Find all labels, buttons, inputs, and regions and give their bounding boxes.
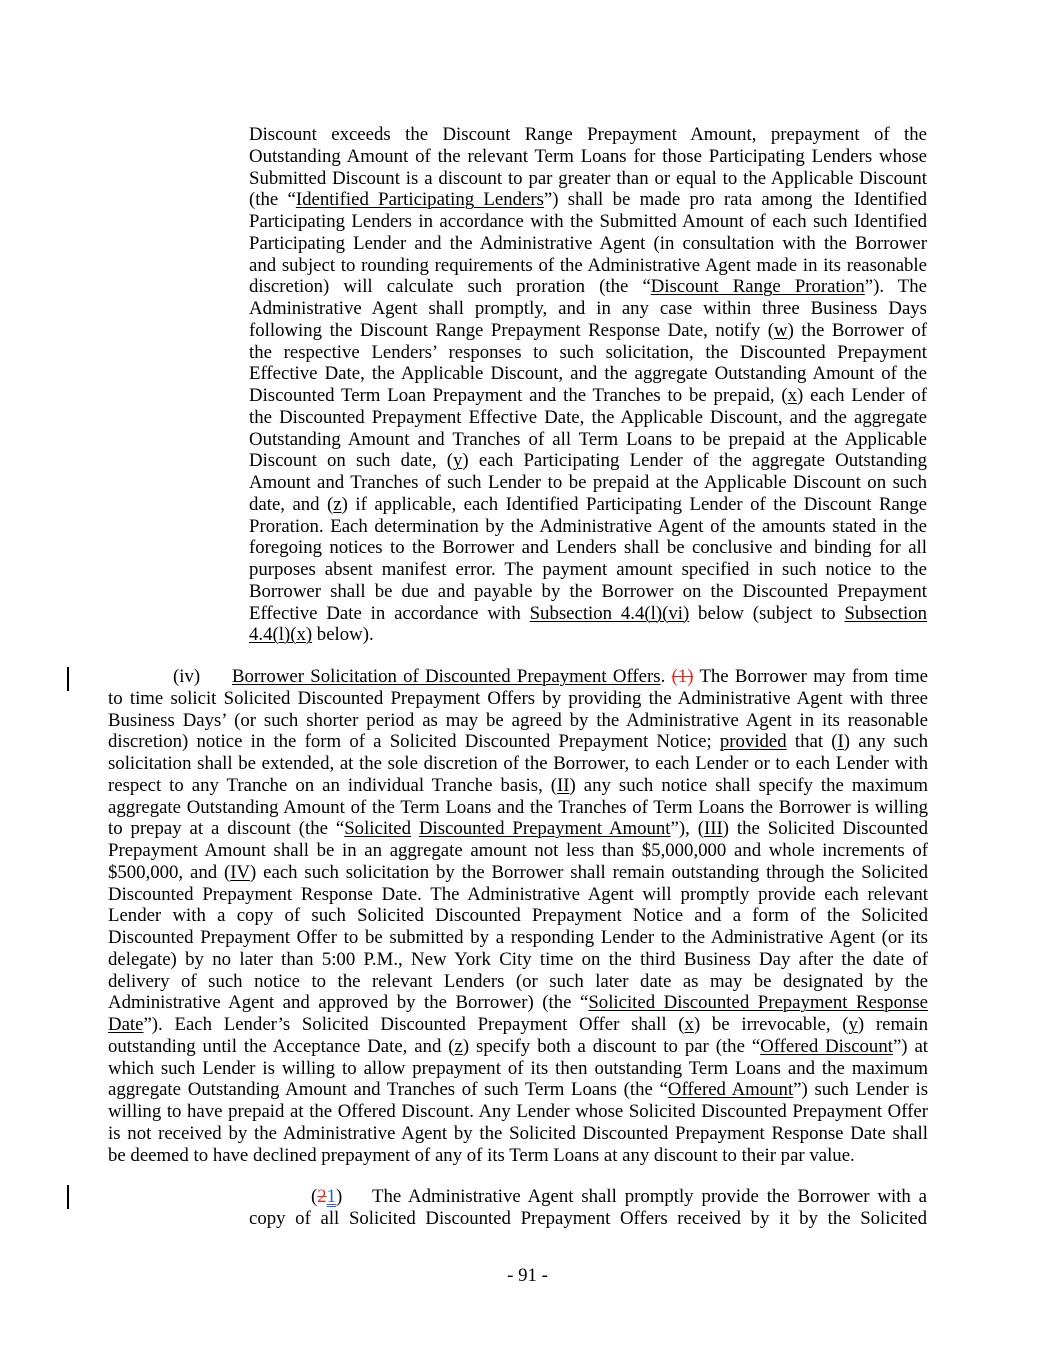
text-run: ) remain — [857, 1014, 929, 1035]
text-line — [249, 624, 927, 646]
text-run: date, and ( — [249, 493, 334, 515]
text-run: Discounted Prepayment Response Date. The Administrative Agent will promptly provide each relevant — [108, 883, 928, 905]
text-line — [249, 342, 927, 364]
deleted-text: (1) — [671, 666, 694, 687]
text-run: solicitation shall be extended, at the sole discretion of the Borrower, to each Lender or to each Lender with — [108, 753, 928, 774]
text-line — [108, 1123, 928, 1145]
text-run: which such Lender is willing to allow prepayment of its then outstanding Term Loans and the maximum — [108, 1057, 928, 1079]
clause-number — [311, 1186, 342, 1208]
text-line — [249, 494, 927, 516]
clause-number: (iv) — [173, 666, 201, 687]
text-line — [249, 363, 927, 385]
underlined-term: I — [837, 731, 844, 753]
text-run: ) any such — [843, 731, 928, 753]
text-line — [249, 450, 927, 472]
change-bar — [67, 1185, 69, 1209]
text-run: The Administrative Agent shall promptly provide the Borrower with a — [372, 1186, 927, 1207]
text-run: ”) shall be made pro rata among the Identified — [543, 189, 927, 211]
text-line — [108, 949, 928, 971]
text-run: ”) such Lender is — [793, 1079, 928, 1101]
discount-range-paragraph — [249, 124, 927, 646]
text-run: ) the Borrower of — [787, 319, 927, 341]
change-bar — [67, 667, 69, 691]
text-line — [108, 688, 928, 710]
text-line — [108, 905, 928, 927]
text-run: aggregate Outstanding Amount and Tranches of such Term Loans (the “ — [108, 1079, 668, 1101]
underlined-term: Solicited Discounted Prepayment Response — [588, 992, 928, 1014]
underlined-term: Discount Range Proration — [650, 276, 865, 298]
text-run: the Discounted Prepayment Effective Date, the Applicable Discount, and the aggregate — [249, 406, 927, 428]
text-line — [249, 559, 927, 581]
text-run: Outstanding Amount and Tranches of all Term Loans to be prepaid at the Applicable — [249, 428, 927, 450]
text-run: delegate) by no later than 5:00 P.M., New York City time on the third Business Day after the date of — [108, 948, 928, 970]
text-run: is not received by the Administrative Agent by the Solicited Discounted Prepayment Response Date shall — [108, 1122, 928, 1144]
text-run: Administrative Agent shall promptly, and in any case within three Business Days — [249, 298, 927, 319]
underlined-term: z — [333, 493, 342, 515]
text-run: aggregate Outstanding Amount of the Term Loans and the Tranches of Term Loans the Borrower is willing — [108, 796, 928, 818]
underlined-term: y — [848, 1014, 858, 1035]
underlined-term: x — [684, 1014, 694, 1035]
text-line — [249, 603, 927, 625]
text-run: the respective Lenders’ responses to such solicitation, the Discounted Prepayment — [249, 341, 927, 363]
text-line — [108, 1014, 928, 1036]
text-run: ) each Participating Lender of the aggregate Outstanding — [462, 450, 927, 472]
text-line — [108, 731, 928, 753]
text-run: ) the Solicited Discounted — [722, 818, 928, 840]
text-line — [249, 276, 927, 298]
underlined-term: II — [557, 774, 570, 796]
text-run: Discount exceeds the Discount Range Prepayment Amount, prepayment of the — [249, 124, 927, 145]
deleted-text: 2 — [317, 1186, 327, 1207]
text-line — [108, 971, 928, 993]
text-run: willing to have prepaid at the Offered Discount. Any Lender whose Solicited Discounted Prepayment Offer — [108, 1101, 928, 1122]
text-run: Outstanding Amount of the relevant Term Loans for those Participating Lenders whose — [249, 145, 927, 167]
text-run: ”). The — [864, 276, 928, 298]
underlined-term: y — [453, 450, 463, 472]
underlined-term: Subsection — [844, 602, 927, 624]
underlined-term: Offered Amount — [667, 1079, 794, 1101]
text-line — [108, 1145, 928, 1167]
text-line — [108, 1101, 928, 1123]
text-line — [249, 472, 927, 494]
underlined-term: Solicited — [344, 818, 412, 840]
underlined-term: Subsection 4.4(l)(vi) — [529, 602, 690, 624]
text-run: ) each Lender of — [797, 385, 927, 406]
underlined-term: III — [703, 818, 723, 840]
text-run: . — [660, 666, 672, 687]
text-run: Discount on such date, ( — [249, 450, 454, 472]
text-run: purposes absent manifest error. The payment amount specified in such notice to the — [249, 559, 927, 580]
text-run: below (subject to — [689, 602, 845, 624]
text-line — [249, 168, 927, 190]
text-run: Discounted Term Loan Prepayment and the Tranches to be prepaid, ( — [249, 385, 788, 406]
text-line — [249, 1186, 927, 1208]
text-run: ) any such notice shall specify the maximum — [569, 774, 928, 796]
text-run: Business Days’ (or such shorter period as may be agreed by the Administrative Agent in its reasonable — [108, 709, 928, 731]
text-run: ”) at — [892, 1035, 928, 1057]
text-run: to time solicit Solicited Discounted Prepayment Offers by providing the Administrative Agent with three — [108, 687, 928, 709]
text-line — [108, 927, 928, 949]
page-number: - 91 - — [507, 1265, 548, 1286]
underlined-term: x — [787, 385, 798, 406]
text-run: following the Discount Range Prepayment Response Date, notify ( — [249, 319, 774, 341]
text-run: ) be irrevocable, ( — [693, 1014, 849, 1035]
paragraph-lines — [249, 124, 927, 646]
text-run: (the “ — [249, 189, 296, 211]
paragraph-lines — [249, 1186, 927, 1230]
text-line — [249, 146, 927, 168]
text-line — [249, 211, 927, 233]
text-run: delivery of such notice to the relevant Lenders (or such later date as may be designated by the — [108, 970, 928, 992]
text-line — [108, 1058, 928, 1080]
text-line — [249, 581, 927, 603]
text-run: ) each such solicitation by the Borrower shall remain outstanding through the Solicited — [250, 861, 928, 883]
text-run: discretion) notice in the form of a Solicited Discounted Prepayment Notice; — [108, 731, 720, 753]
text-run: Administrative Agent and approved by the Borrower) (the “ — [108, 992, 589, 1014]
text-run: The Borrower may from time — [693, 666, 929, 687]
underlined-term: Identified Participating Lenders — [295, 189, 544, 211]
text-line — [108, 775, 928, 797]
text-line — [249, 233, 927, 255]
text-line — [108, 753, 928, 775]
text-run: foregoing notices to the Borrower and Lenders shall be conclusive and binding for all — [249, 537, 927, 559]
text-run: below). — [312, 624, 374, 646]
text-run: Borrower shall be due and payable by the Borrower on the Discounted Prepayment — [249, 580, 927, 602]
text-run: ”), ( — [670, 818, 704, 840]
text-line — [249, 298, 927, 320]
underlined-term: Offered Discount — [760, 1035, 893, 1057]
text-run — [411, 818, 419, 839]
text-line — [249, 516, 927, 538]
text-line — [249, 537, 927, 559]
underlined-term: Discounted Prepayment Amount — [418, 818, 671, 840]
text-run: Proration. Each determination by the Administrative Agent of the amounts stated in the — [249, 515, 927, 537]
text-line — [249, 429, 927, 451]
clause-1-paragraph — [249, 1186, 927, 1230]
text-run: Participating Lenders in accordance with the Submitted Amount of each such Identified — [249, 211, 927, 232]
text-line — [249, 320, 927, 342]
text-line — [108, 840, 928, 862]
underlined-term: provided — [719, 731, 787, 753]
text-run: Prepayment Amount shall be in an aggregate amount not less than $5,000,000 and whole increments of — [108, 840, 928, 861]
underlined-term: Date — [108, 1014, 144, 1035]
text-line — [249, 255, 927, 277]
text-line — [249, 124, 927, 146]
text-line — [249, 189, 927, 211]
text-run: that ( — [786, 731, 838, 753]
text-run: ( — [311, 1186, 318, 1207]
text-line — [108, 884, 928, 906]
inserted-text: 1 — [326, 1186, 337, 1207]
text-run: to prepay at a discount (the “ — [108, 818, 345, 840]
text-run: ) if applicable, each Identified Participating Lender of the Discount Range — [341, 493, 927, 515]
subsection-iv-paragraph — [108, 666, 928, 1166]
paragraph-lines — [108, 666, 928, 1166]
text-line — [108, 818, 928, 840]
text-run: Submitted Discount is a discount to par greater than or equal to the Applicable Discount — [249, 167, 927, 189]
text-run: Effective Date in accordance with — [249, 602, 530, 624]
text-line — [249, 385, 927, 407]
text-run: copy of all Solicited Discounted Prepayment Offers received by it by the Solicited — [249, 1207, 927, 1229]
underlined-term: IV — [230, 861, 251, 883]
text-line — [108, 1079, 928, 1101]
text-run: and subject to rounding requirements of the Administrative Agent made in its reasonable — [249, 254, 927, 276]
text-run: Participating Lender and the Administrative Agent (in consultation with the Borrower — [249, 232, 927, 254]
text-run: Lender with a copy of such Solicited Discounted Prepayment Notice and a form of the Solicited — [108, 905, 928, 927]
text-line — [108, 992, 928, 1014]
underlined-term: Borrower Solicitation of Discounted Prepayment Offers — [232, 666, 661, 687]
text-line — [249, 1208, 927, 1230]
text-run: Effective Date, the Applicable Discount, and the aggregate Outstanding Amount of the — [249, 363, 927, 385]
text-run: discretion) will calculate such proration (the “ — [249, 276, 651, 298]
text-line — [108, 710, 928, 732]
text-line — [108, 797, 928, 819]
underlined-term: 4.4(l)(x) — [249, 624, 313, 646]
underlined-term: z — [454, 1035, 463, 1057]
text-run: Amount and Tranches of such Lender to be prepaid at the Applicable Discount on such — [249, 472, 927, 493]
text-line — [108, 1036, 928, 1058]
text-run: $500,000, and ( — [108, 861, 231, 883]
text-run: Discounted Prepayment Offer to be submitted by a responding Lender to the Administrative Agent (or its — [108, 927, 928, 948]
underlined-term: w — [774, 319, 788, 341]
text-run: ) specify both a discount to par (the “ — [462, 1035, 761, 1057]
text-run: ) — [336, 1186, 343, 1207]
text-run: respect to any Tranche on an individual Tranche basis, ( — [108, 774, 558, 796]
text-line — [249, 407, 927, 429]
text-line — [108, 666, 928, 688]
text-run: ”). Each Lender’s Solicited Discounted Prepayment Offer shall ( — [143, 1014, 685, 1035]
text-line — [108, 862, 928, 884]
text-run: be deemed to have declined prepayment of any of its Term Loans at any discount to their par value. — [108, 1144, 855, 1166]
text-run: outstanding until the Acceptance Date, and ( — [108, 1035, 455, 1057]
